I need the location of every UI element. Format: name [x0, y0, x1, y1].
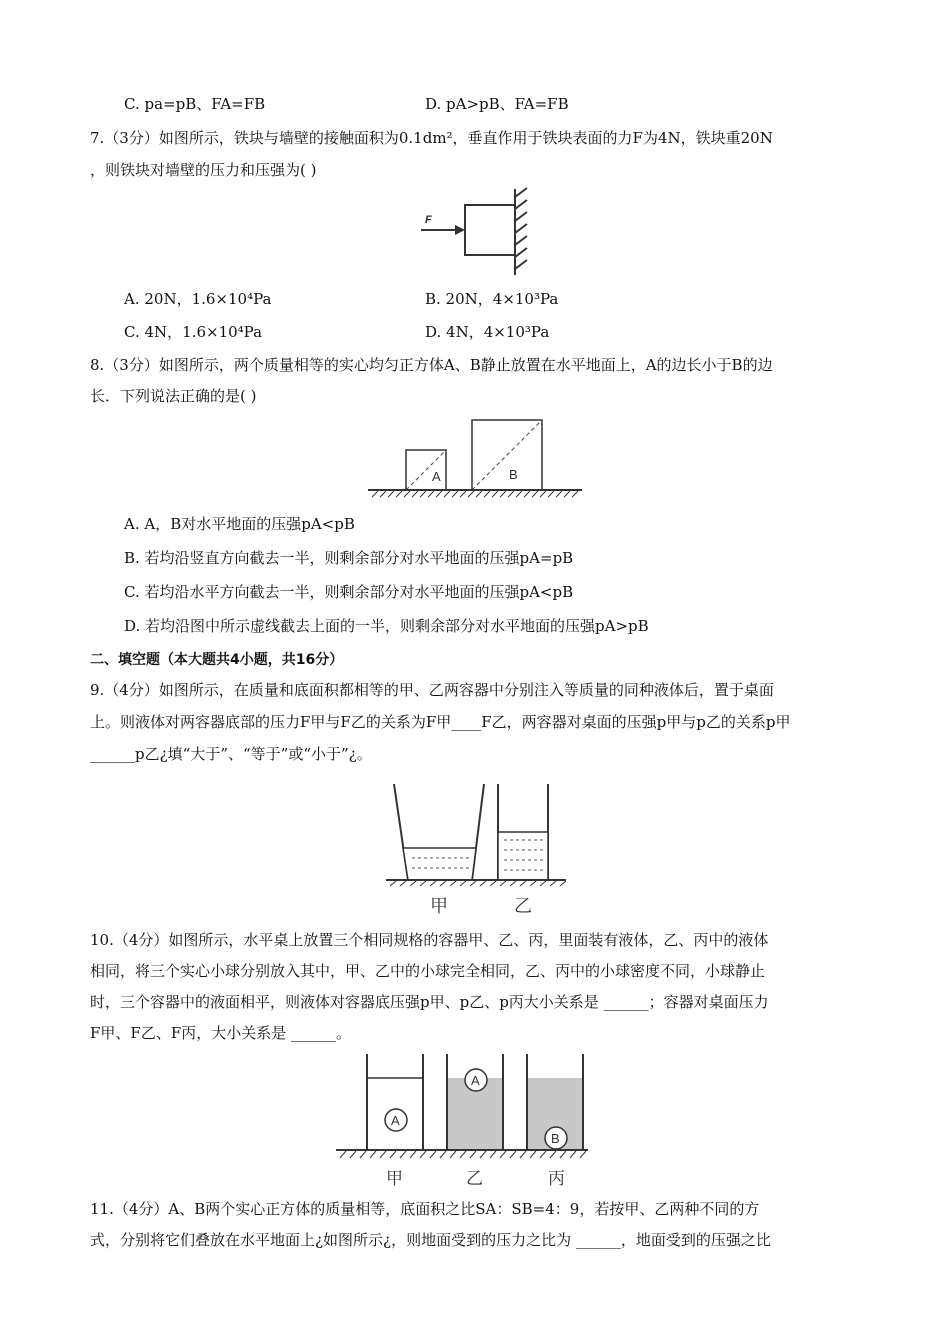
cube-a-label: A: [432, 469, 441, 484]
q10-stem-line1: 10.（4分）如图所示，水平桌上放置三个相同规格的容器甲、乙、丙，里面装有液体，乙、丙中的液体: [90, 931, 769, 949]
q8-option-c: C. 若均沿水平方向截去一半，则剩余部分对水平地面的压强pA<pB: [124, 583, 574, 601]
q8-option-d: D. 若均沿图中所示虚线截去上面的一半，则剩余部分对水平地面的压强pA>pB: [124, 617, 649, 635]
ground: [368, 490, 582, 497]
q6-option-c: C. pa=pB、FA=FB: [124, 95, 266, 113]
q8-stem-line2: 长．下列说法正确的是( ): [90, 387, 257, 405]
q7-option-a: A. 20N，1.6×10⁴Pa: [124, 290, 272, 308]
q8-option-a: A. A，B对水平地面的压强pA<pB: [124, 515, 355, 533]
q6-option-d: D. pA>pB、FA=FB: [425, 95, 569, 113]
container-jia: [367, 1054, 423, 1150]
cube-b-label: B: [509, 467, 518, 482]
q8-stem-line1: 8.（3分）如图所示，两个质量相等的实心均匀正方体A、B静止放置在水平地面上，A的边长小于B的边: [90, 356, 773, 374]
q7-option-d: D. 4N，4×10³Pa: [425, 323, 550, 341]
q8-option-b: B. 若均沿竖直方向截去一半，则剩余部分对水平地面的压强pA=pB: [124, 549, 574, 567]
ball-yi-label: A: [471, 1073, 480, 1088]
label-bing: 丙: [548, 1169, 565, 1188]
ball-jia-label: A: [391, 1113, 400, 1128]
wall: [515, 188, 527, 275]
q10-figure: [336, 1052, 588, 1190]
iron-block: [465, 205, 515, 255]
q7-stem-line1: 7.（3分）如图所示，铁块与墙壁的接触面积为0.1dm²，垂直作用于铁块表面的力F为4N，铁块重20N: [90, 129, 773, 147]
q10-stem-line3: 时，三个容器中的液面相平，则液体对容器底压强p甲、p乙、p丙大小关系是 ______；容器对桌面压力: [90, 993, 769, 1011]
table-surface: [336, 1150, 588, 1158]
q9-figure: [386, 782, 566, 916]
q7-figure: [415, 185, 535, 277]
q8-figure: [366, 418, 584, 502]
ball-bing-label: B: [551, 1131, 560, 1146]
label-jia: 甲: [430, 896, 448, 916]
cube-b: [472, 420, 542, 490]
force-arrow: [421, 225, 465, 235]
container-yi: [498, 784, 548, 880]
q11-stem-line2: 式，分别将它们叠放在水平地面上¿如图所示¿，则地面受到的压力之比为 ______，地面受到的压强之比: [90, 1231, 771, 1249]
q7-option-b: B. 20N，4×10³Pa: [425, 290, 559, 308]
q10-stem-line2: 相同，将三个实心小球分别放入其中，甲、乙中的小球完全相同，乙、丙中的小球密度不同，小球静止: [90, 962, 766, 980]
q10-stem-line4: F甲、F乙、F丙，大小关系是 ______。: [90, 1024, 351, 1042]
label-yi: 乙: [466, 1169, 483, 1188]
q9-stem-line1: 9.（4分）如图所示，在质量和底面积都相等的甲、乙两容器中分别注入等质量的同种液体后，置于桌面: [90, 681, 774, 699]
q9-stem-line2: 上。则液体对两容器底部的压力F甲与F乙的关系为F甲____F乙，两容器对桌面的压强p甲与p乙的关系p甲: [90, 713, 791, 731]
force-label: F: [425, 214, 432, 226]
container-jia: [394, 784, 484, 880]
q9-stem-line3: ______p乙¿填“大于”、“等于”或“小于”¿。: [90, 745, 372, 763]
table-surface: [386, 880, 566, 886]
q7-option-c: C. 4N，1.6×10⁴Pa: [124, 323, 263, 341]
q11-stem-line1: 11.（4分）A、B两个实心正方体的质量相等，底面积之比SA：SB=4：9，若按甲、乙两种不同的方: [90, 1200, 760, 1218]
q7-stem-line2: ，则铁块对墙壁的压力和压强为( ): [90, 161, 317, 179]
label-jia: 甲: [386, 1169, 403, 1188]
label-yi: 乙: [514, 896, 532, 916]
section-title-fill-in: 二、填空题（本大题共4小题，共16分）: [90, 652, 344, 668]
